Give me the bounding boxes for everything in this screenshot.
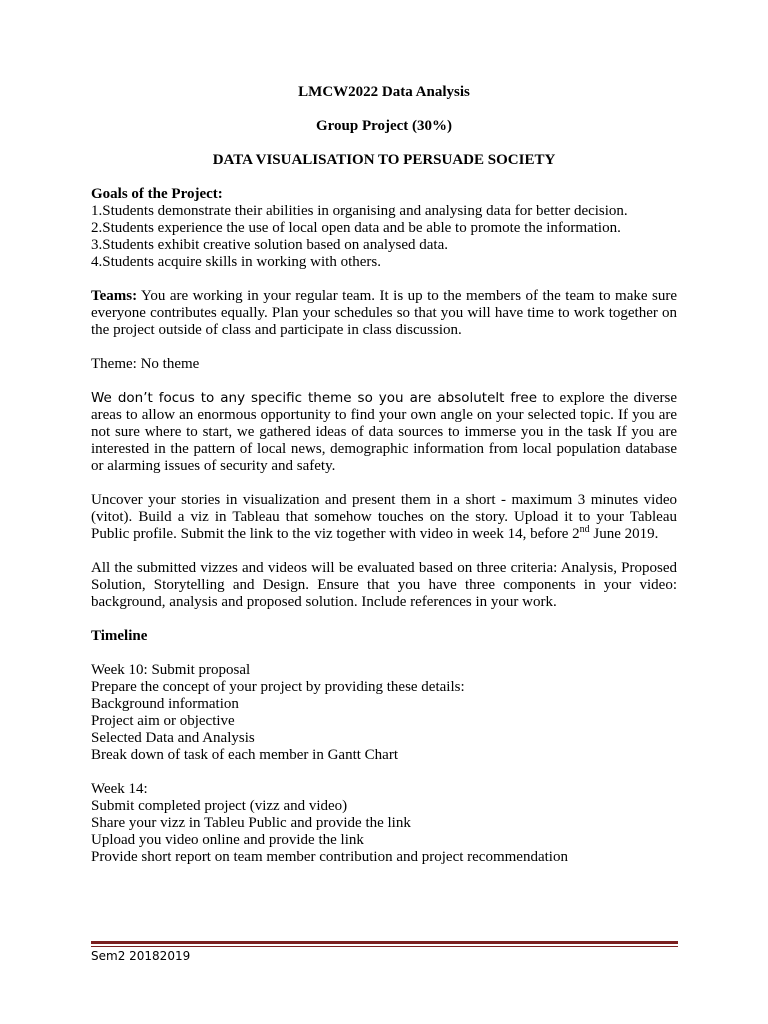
document-page <box>91 84 677 866</box>
project-subtitle: Group Project (30%) <box>315 118 453 134</box>
week10-line: Prepare the concept of your project by providing these details: <box>91 679 465 695</box>
goals-section <box>91 186 677 271</box>
week14-line: Share your vizz in Tableu Public and provide the link <box>91 815 411 831</box>
week10-line: Break down of task of each member in Gantt Chart <box>91 747 398 763</box>
goal-item: 1.Students demonstrate their abilities in organising and analysing data for better decision. <box>91 203 628 219</box>
theme-line: Theme: No theme <box>91 356 200 372</box>
uncover-text-after: June 2019. <box>589 526 659 542</box>
timeline-heading: Timeline <box>91 628 148 644</box>
uncover-superscript: nd <box>579 524 590 535</box>
intro-paragraph <box>91 390 677 475</box>
teams-paragraph <box>91 288 677 339</box>
week10-line: Selected Data and Analysis <box>91 730 255 746</box>
course-title: LMCW2022 Data Analysis <box>298 84 470 100</box>
week10-line: Project aim or objective <box>91 713 235 729</box>
intro-rest-text: to explore the diverse areas to allow an enormous opportunity to find your own angle on your selected topic. If you are not sure where to start, we gathered ideas of data sources to immerse you in the task If you are interested in the pattern of local news, demographic information from local population database or alarming issues of security and safety. <box>91 390 677 474</box>
goals-heading: Goals of the Project: <box>91 186 223 202</box>
criteria-paragraph: All the submitted vizzes and videos will be evaluated based on three criteria: Analysis, Proposed Solution, Storytelling and Design. Ensure that you have three components in your video: background, analysis and proposed solution. Include references in your work. <box>91 560 677 610</box>
footer-rule <box>91 941 678 944</box>
intro-sans-text: We don’t focus to any specific theme so you are absolutelt free <box>91 390 538 406</box>
goal-item: 4.Students acquire skills in working with others. <box>91 254 381 270</box>
week10-line: Week 10: Submit proposal <box>91 662 251 678</box>
week10-line: Background information <box>91 696 239 712</box>
uncover-text-before: Uncover your stories in visualization and present them in a short - maximum 3 minutes video (vitot). Build a viz in Tableau that somehow touches on the story. Upload it to your Tableau Public profile. Submit the link to the viz together with video in week 14, before 2 <box>91 492 677 542</box>
week14-section <box>91 781 677 866</box>
week14-line: Provide short report on team member contribution and project recommendation <box>91 849 568 865</box>
week14-line: Upload you video online and provide the link <box>91 832 364 848</box>
footer-text: Sem2 20182019 <box>91 949 191 963</box>
goal-item: 3.Students exhibit creative solution based on analysed data. <box>91 237 448 253</box>
uncover-paragraph <box>91 492 677 543</box>
week14-line: Week 14: <box>91 781 148 797</box>
goal-item: 2.Students experience the use of local open data and be able to promote the information. <box>91 220 621 236</box>
week14-line: Submit completed project (vizz and video) <box>91 798 348 814</box>
footer-rule-thin <box>91 946 678 947</box>
week10-section <box>91 662 677 764</box>
teams-text: You are working in your regular team. It is up to the members of the team to make sure everyone contributes equally. Plan your schedules so that you will have time to work together on the project outside of class and participate in class discussion. <box>91 288 677 338</box>
teams-label: Teams: <box>91 288 138 304</box>
document-title: DATA VISUALISATION TO PERSUADE SOCIETY <box>212 152 556 168</box>
